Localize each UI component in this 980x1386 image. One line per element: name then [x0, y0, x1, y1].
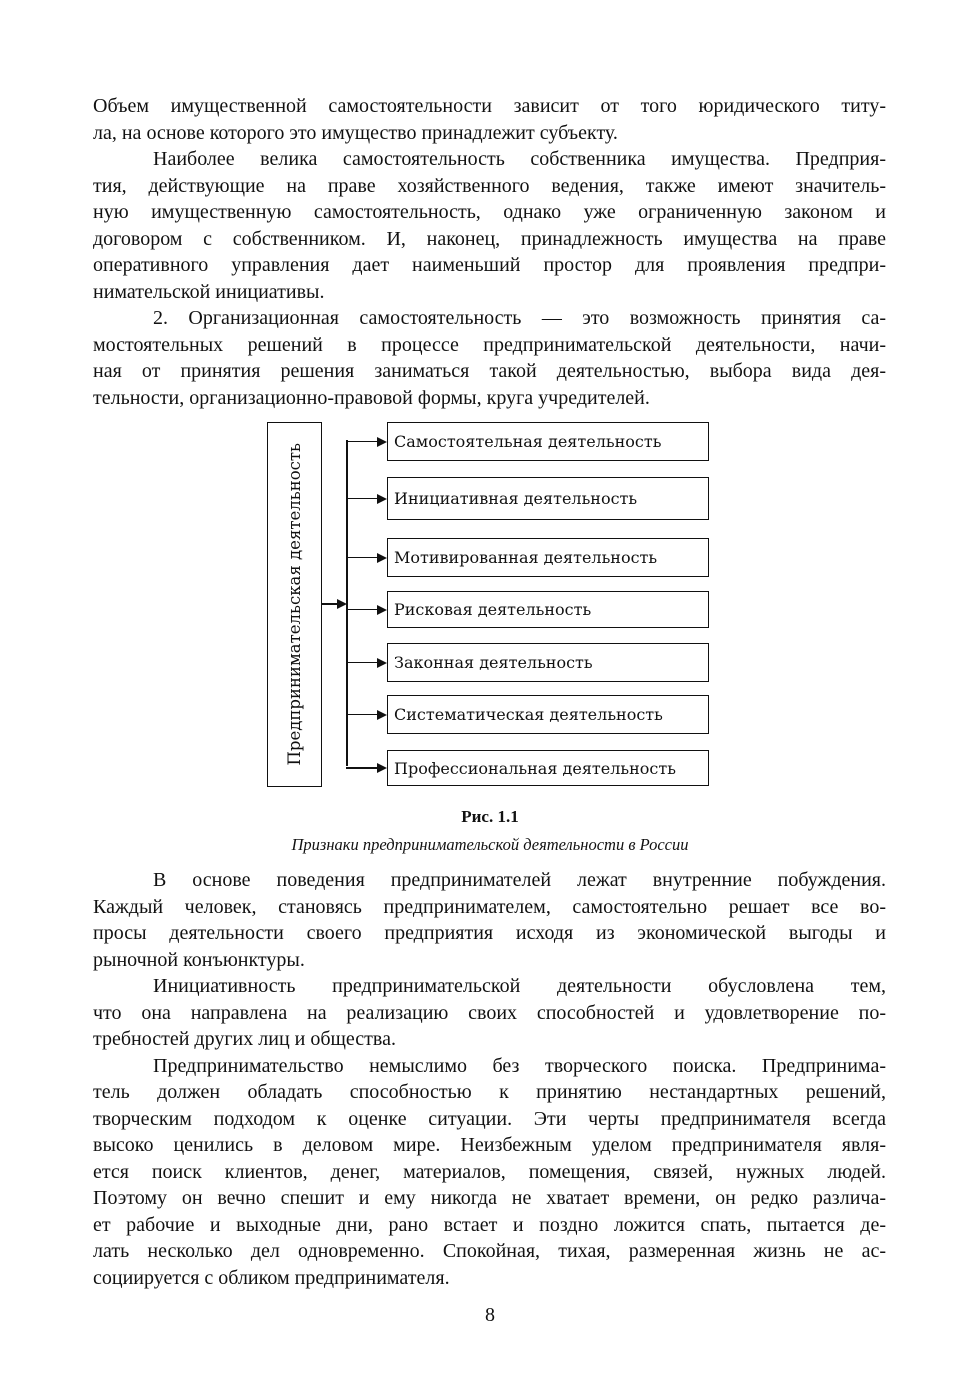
branch-line: [346, 714, 378, 716]
text-line: требностей других лиц и общества.: [93, 1028, 396, 1050]
text-line: Инициативность предпринимательской деятельности обусловлена тем,: [153, 975, 886, 997]
page-number: 8: [485, 1304, 495, 1326]
diagram-item-box: Законная деятельность: [387, 643, 709, 682]
text-line: рыночной конъюнктуры.: [93, 948, 305, 971]
diagram-item-box: Рисковая деятельность: [387, 591, 709, 628]
arrow-icon: [377, 710, 387, 720]
text-line: Наиболее велика самостоятельность собственника имущества. Предприя-: [153, 148, 886, 170]
figure-caption: Признаки предпринимательской деятельности в России: [291, 835, 689, 854]
text-line: тель должен обладать способностью к принятию нестандартных решений,: [93, 1081, 886, 1103]
text-line: высоко ценились в деловом мире. Неизбежным уделом предпринимателя явля-: [93, 1134, 886, 1156]
text-line: 2. Организационная самостоятельность — это возможность принятия са-: [153, 307, 886, 329]
text-line: тельности, организационно-правовой формы, круга учредителей.: [93, 386, 650, 409]
text-line: лать несколько дел одновременно. Спокойная, тихая, размеренная жизнь не ас-: [93, 1240, 886, 1262]
diagram-item-box: Инициативная деятельность: [387, 477, 709, 520]
paragraph: [93, 1053, 886, 1292]
branch-line: [346, 441, 378, 443]
trunk-line: [346, 440, 348, 766]
arrow-icon: [377, 494, 387, 504]
paragraph: [93, 867, 886, 973]
text-line: мостоятельных решений в процессе предпринимательской деятельности, начи-: [93, 333, 886, 356]
text-line: Поэтому он вечно спешит и ему никогда не хватает времени, он редко различа-: [93, 1187, 886, 1209]
text-line: ется поиск клиентов, денег, материалов, помещения, связей, нужных людей.: [93, 1160, 886, 1183]
text-line: ла, на основе которого это имущество принадлежит субъекту.: [93, 121, 618, 144]
arrow-icon: [377, 763, 387, 773]
bottom-text-block: [93, 867, 886, 1291]
paragraph: [93, 146, 886, 305]
branch-line: [346, 498, 378, 500]
branch-line: [346, 767, 378, 769]
text-line: В основе поведения предпринимателей лежат внутренние побуждения.: [153, 869, 886, 891]
diagram-root-label: Предпринимательская деятельность: [285, 443, 304, 766]
top-text-block: [93, 93, 886, 411]
text-line: оперативного управления дает наименьший простор для проявления предпри-: [93, 254, 886, 276]
text-line: социируется с обликом предпринимателя.: [93, 1266, 450, 1289]
text-line: творческим подходом к оценке ситуации. Эти черты предпринимателя всегда: [93, 1107, 886, 1130]
text-line: Объем имущественной самостоятельности зависит от того юридического титу-: [93, 95, 886, 117]
figure-number: Рис. 1.1: [461, 807, 519, 826]
arrow-icon: [377, 553, 387, 563]
paragraph: [93, 305, 886, 411]
diagram-item-box: Профессиональная деятельность: [387, 750, 709, 786]
text-line: ет рабочие и выходные дни, рано встает и поздно ложится спать, пытается де-: [93, 1213, 886, 1236]
text-line: тия, действующие на праве хозяйственного ведения, также имеют значитель-: [93, 174, 886, 197]
root-connector-line: [322, 603, 338, 605]
paragraph: [93, 93, 886, 146]
diagram-root-box: [267, 422, 322, 787]
branch-line: [346, 557, 378, 559]
arrow-icon: [377, 437, 387, 447]
diagram-item-box: Самостоятельная деятельность: [387, 422, 709, 461]
text-line: договором с собственником. И, наконец, принадлежность имущества на праве: [93, 227, 886, 250]
text-line: Каждый человек, становясь предпринимателем, самостоятельно решает все во-: [93, 895, 886, 918]
branch-line: [346, 609, 378, 611]
text-line: нимательской инициативы.: [93, 280, 325, 303]
arrow-icon: [377, 605, 387, 615]
text-line: просы деятельности своего предприятия исходя из экономической выгоды и: [93, 922, 886, 944]
paragraph: [93, 973, 886, 1053]
branch-line: [346, 662, 378, 664]
diagram-item-box: Мотивированная деятельность: [387, 538, 709, 577]
arrow-icon: [377, 658, 387, 668]
diagram-item-box: Систематическая деятельность: [387, 695, 709, 734]
text-line: что она направлена на реализацию своих способностей и удовлетворение по-: [93, 1001, 886, 1024]
text-line: ная от принятия решения заниматься такой деятельностью, выбора вида дея-: [93, 360, 886, 382]
text-line: ную имущественную самостоятельность, однако уже ограниченную законом и: [93, 201, 886, 223]
text-line: Предпринимательство немыслимо без творческого поиска. Предпринима-: [153, 1054, 886, 1077]
